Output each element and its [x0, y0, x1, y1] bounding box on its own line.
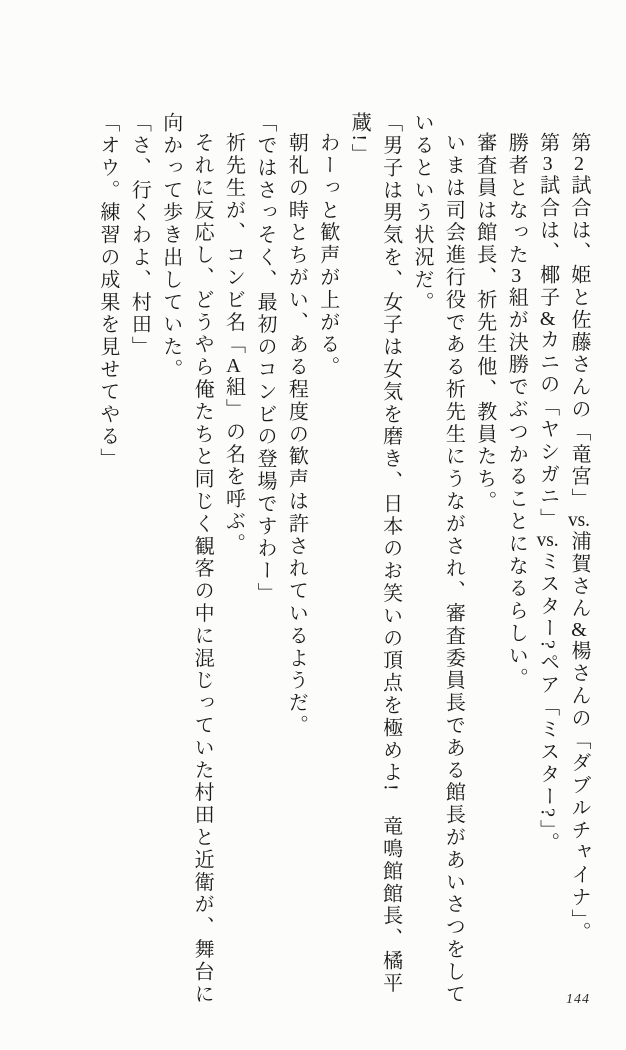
- tatechuyoko-run: vs.: [568, 510, 590, 531]
- paragraph-dialogue: 「ではさっそく、最初のコンビの登場ですわー」: [253, 112, 276, 605]
- tatechuyoko-run: 2: [574, 154, 584, 175]
- paragraph-dialogue: 「オウ。練習の成果を見せてやる」: [96, 112, 119, 471]
- page-text-vertical: [92, 112, 595, 1014]
- tatechuyoko-run: vs.: [536, 530, 559, 551]
- tatechuyoko-run: 3: [511, 266, 522, 287]
- paragraph-narration: いまは司会進行役である祈先生にうながされ、審査委員長である館長があいさつをしているという状況だ。: [410, 112, 465, 1006]
- paragraph-narration: 審査員は館長、祈先生他、教員たち。: [473, 132, 496, 513]
- paragraph-narration: 勝者となった3組が決勝でぶつかることになるらしい。: [505, 132, 528, 690]
- paragraph-narration: 朝礼の時とちがい、ある程度の歓声は許されているようだ。: [285, 132, 308, 737]
- paragraph-narration: 祈先生が、コンビ名「A組」の名を呼ぶ。: [222, 132, 245, 556]
- tatechuyoko-run: A: [226, 356, 241, 376]
- paragraph-dialogue: 「男子は男気を、女子は女気を磨き、日本のお笑いの頂点を極めよ! 竜鳴館館長、橘平蔵!」: [348, 112, 402, 995]
- paragraph-narration: 第3試合は、椰子&カニの「ヤシガニ」vs.ミスター?ペア「ミスター?」。: [536, 132, 559, 855]
- paragraph-narration: それに反応し、どうやら俺たちと同じく観客の中に混じっていた村田と近衛が、舞台に向かって歩き出していた。: [159, 112, 214, 1006]
- page-number: 144: [566, 992, 590, 1007]
- tatechuyoko-run: &: [571, 620, 587, 641]
- paragraph-dialogue: 「さ、行くわよ、村田」: [128, 112, 151, 359]
- paragraph-narration: 第2試合は、姫と佐藤さんの「竜宮」vs.浦賀さん&楊さんの「ダブルチャイナ」。: [568, 132, 590, 944]
- tatechuyoko-run: 3: [542, 154, 553, 175]
- tatechuyoko-run: &: [539, 308, 556, 329]
- paragraph-narration: わーっと歓声が上がる。: [316, 132, 339, 379]
